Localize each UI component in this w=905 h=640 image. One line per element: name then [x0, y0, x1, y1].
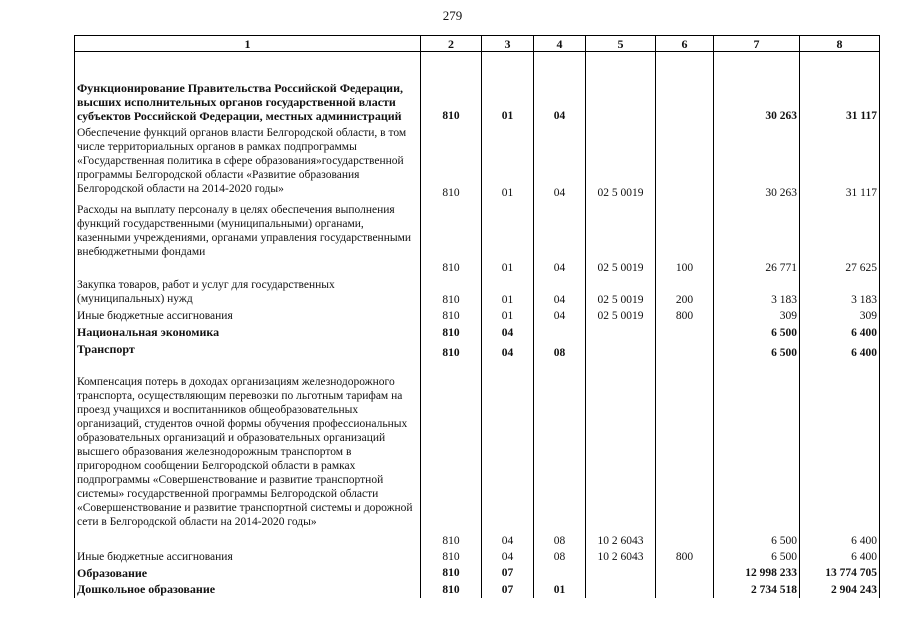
cell-amount-year2: 31 117 — [800, 52, 880, 124]
cell-amount-year2: 6 400 — [800, 324, 880, 341]
cell-admin-code: 810 — [421, 52, 482, 124]
cell-subsection: 04 — [534, 124, 586, 201]
cell-expense-type: 100 — [656, 201, 714, 276]
table-row — [75, 124, 880, 201]
cell-section: 01 — [482, 308, 534, 324]
row-name: Национальная экономика — [75, 324, 421, 341]
cell-target-article — [586, 565, 656, 581]
row-name: Транспорт — [75, 341, 421, 361]
cell-target-article: 02 5 0019 — [586, 124, 656, 201]
cell-expense-type — [656, 52, 714, 124]
header-cell: 7 — [714, 36, 800, 52]
budget-table — [74, 35, 880, 598]
table-row — [75, 341, 880, 361]
row-name: Функционирование Правительства Российской Федерации, высших исполнительных органов государственной власти субъектов Российской Федерации, местных администраций — [75, 52, 421, 124]
row-name: Расходы на выплату персоналу в целях обеспечения выполнения функций государственными (муниципальными) органами, казенными учреждениями, органами управления государственными внебюджетными фондами — [75, 201, 421, 276]
row-name: Компенсация потерь в доходах организациям железнодорожного транспорта, осуществляющим перевозки по льготным тарифам на проезд учащихся и воспитанников общеобразовательных организаций, студентов очной формы обучения профессиональных образовательных организаций и образовательных организаций высшего образования железнодорожным транспортом в пригородном сообщении Белгородской области в рамках подпрограммы «Совершенствование и развитие транспортной системы» государственной программы Белгородской области «Совершенствование и развитие транспортной системы и дорожной сети в Белгородской области на 2014-2020 годы» — [75, 361, 421, 549]
cell-target-article: 10 2 6043 — [586, 549, 656, 565]
row-name: Обеспечение функций органов власти Белгородской области, в том числе территориальных органов в рамках подпрограммы «Государственная политика в сфере образования»государственной программы Белгородской области «Развитие образования Белгородской области на 2014-2020 годы» — [75, 124, 421, 201]
cell-subsection: 04 — [534, 276, 586, 308]
cell-admin-code: 810 — [421, 565, 482, 581]
cell-expense-type — [656, 581, 714, 598]
cell-amount-year2: 13 774 705 — [800, 565, 880, 581]
cell-target-article: 10 2 6043 — [586, 361, 656, 549]
cell-admin-code: 810 — [421, 581, 482, 598]
cell-amount-year1: 12 998 233 — [714, 565, 800, 581]
cell-subsection: 08 — [534, 341, 586, 361]
cell-target-article — [586, 52, 656, 124]
cell-amount-year2: 31 117 — [800, 124, 880, 201]
cell-section: 04 — [482, 361, 534, 549]
cell-target-article — [586, 581, 656, 598]
cell-subsection: 01 — [534, 581, 586, 598]
cell-amount-year2: 27 625 — [800, 201, 880, 276]
cell-amount-year1: 30 263 — [714, 52, 800, 124]
cell-section: 01 — [482, 52, 534, 124]
header-cell: 3 — [482, 36, 534, 52]
cell-amount-year1: 3 183 — [714, 276, 800, 308]
cell-subsection: 08 — [534, 549, 586, 565]
cell-target-article: 02 5 0019 — [586, 276, 656, 308]
cell-amount-year1: 309 — [714, 308, 800, 324]
cell-expense-type — [656, 565, 714, 581]
cell-section: 04 — [482, 324, 534, 341]
cell-expense-type: 200 — [656, 276, 714, 308]
cell-admin-code: 810 — [421, 361, 482, 549]
cell-amount-year1: 30 263 — [714, 124, 800, 201]
cell-amount-year2: 2 904 243 — [800, 581, 880, 598]
cell-target-article — [586, 341, 656, 361]
cell-expense-type — [656, 324, 714, 341]
table-row — [75, 549, 880, 565]
cell-amount-year2: 309 — [800, 308, 880, 324]
cell-section: 04 — [482, 549, 534, 565]
table-row — [75, 324, 880, 341]
cell-amount-year1: 26 771 — [714, 201, 800, 276]
cell-section: 07 — [482, 565, 534, 581]
cell-subsection: 04 — [534, 52, 586, 124]
cell-expense-type: 800 — [656, 308, 714, 324]
cell-admin-code: 810 — [421, 308, 482, 324]
cell-target-article — [586, 324, 656, 341]
table-row — [75, 201, 880, 276]
cell-admin-code: 810 — [421, 124, 482, 201]
header-cell: 4 — [534, 36, 586, 52]
cell-amount-year1: 6 500 — [714, 549, 800, 565]
table-row — [75, 565, 880, 581]
table-row — [75, 308, 880, 324]
cell-subsection: 04 — [534, 201, 586, 276]
cell-section: 01 — [482, 124, 534, 201]
cell-amount-year1: 6 500 — [714, 341, 800, 361]
cell-expense-type: 800 — [656, 549, 714, 565]
cell-admin-code: 810 — [421, 201, 482, 276]
table-row — [75, 361, 880, 549]
header-cell: 2 — [421, 36, 482, 52]
row-name: Иные бюджетные ассигнования — [75, 308, 421, 324]
page-number: 279 — [442, 8, 463, 23]
header-row — [75, 36, 880, 52]
cell-amount-year2: 3 183 — [800, 276, 880, 308]
header-cell: 5 — [586, 36, 656, 52]
row-name: Дошкольное образование — [75, 581, 421, 598]
cell-target-article: 02 5 0019 — [586, 308, 656, 324]
cell-amount-year1: 6 500 — [714, 361, 800, 549]
cell-section: 01 — [482, 201, 534, 276]
cell-amount-year2: 6 400 — [800, 341, 880, 361]
cell-subsection — [534, 565, 586, 581]
cell-amount-year1: 6 500 — [714, 324, 800, 341]
cell-expense-type — [656, 341, 714, 361]
cell-subsection — [534, 324, 586, 341]
cell-admin-code: 810 — [421, 276, 482, 308]
cell-section: 07 — [482, 581, 534, 598]
cell-amount-year1: 2 734 518 — [714, 581, 800, 598]
row-name: Образование — [75, 565, 421, 581]
cell-admin-code: 810 — [421, 549, 482, 565]
header-cell: 8 — [800, 36, 880, 52]
table-row — [75, 276, 880, 308]
cell-expense-type — [656, 124, 714, 201]
header-cell: 1 — [75, 36, 421, 52]
table-row — [75, 52, 880, 124]
cell-subsection: 08 — [534, 361, 586, 549]
cell-admin-code: 810 — [421, 341, 482, 361]
cell-target-article: 02 5 0019 — [586, 201, 656, 276]
row-name: Иные бюджетные ассигнования — [75, 549, 421, 565]
cell-amount-year2: 6 400 — [800, 549, 880, 565]
cell-section: 01 — [482, 276, 534, 308]
row-name: Закупка товаров, работ и услуг для государственных (муниципальных) нужд — [75, 276, 421, 308]
cell-expense-type — [656, 361, 714, 549]
cell-section: 04 — [482, 341, 534, 361]
cell-subsection: 04 — [534, 308, 586, 324]
table-row — [75, 581, 880, 598]
cell-admin-code: 810 — [421, 324, 482, 341]
header-cell: 6 — [656, 36, 714, 52]
cell-amount-year2: 6 400 — [800, 361, 880, 549]
